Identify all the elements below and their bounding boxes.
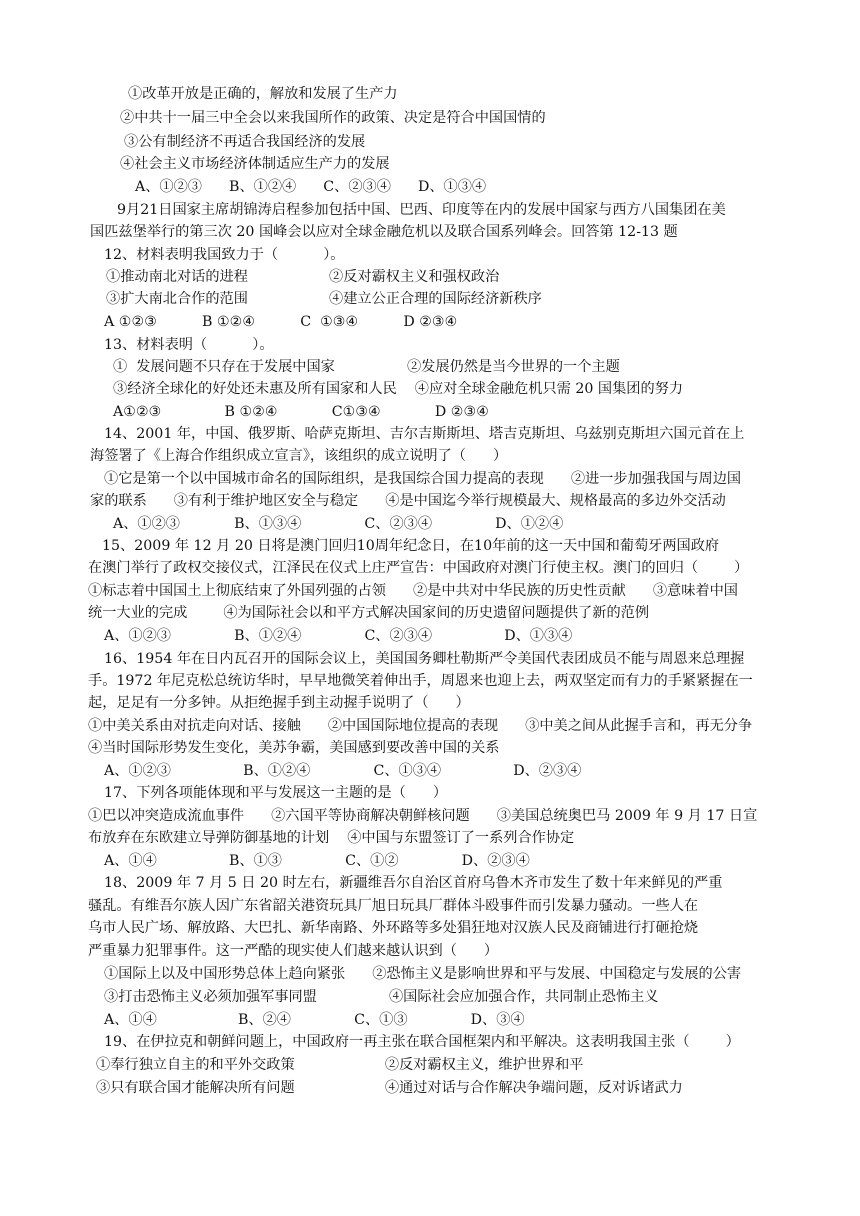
text-line: 严重暴力犯罪事件。这一严酷的现实使人们越来越认识到（ ）: [88, 943, 499, 959]
text-line: 手。1972 年尼克松总统访华时，早早地微笑着伸出手，周恩来也迎上去，两双坚定而有力的手紧紧握在一: [88, 673, 753, 689]
question-17: 17、下列各项能体现和平与发展这一主题的是（ ）: [104, 785, 448, 801]
text-line: 起，足足有一分多钟。从拒绝握手到主动握手说明了（ ）: [88, 695, 470, 711]
text-line: ③经济全球化的好处还未惠及所有国家和人民 ④应对全球金融危机只需 20 国集团的努力: [113, 381, 684, 397]
text-line: 国匹兹堡举行的第三次 20 国峰会以应对全球金融危机以及联合国系列峰会。回答第 12-13 题: [90, 224, 678, 240]
answer-choices: A、①②③ B、①③④ C、②③④ D、①②④: [113, 516, 564, 532]
text-line: 9月21日国家主席胡锦涛启程参加包括中国、巴西、印度等在内的发展中国家与西方八国集团在美: [117, 202, 726, 218]
text-line: ①巴以冲突造成流血事件 ②六国平等协商解决朝鲜核问题 ③美国总统奥巴马 2009 年 9 月 17 日宣: [88, 808, 758, 824]
answer-choices: A、①②③ B、①②④ C、②③④ D、①③④: [135, 179, 487, 195]
text-line: ④社会主义市场经济体制适应生产力的发展: [120, 156, 390, 172]
text-line: ②中共十一届三中全会以来我国所作的政策、决定是符合中国国情的: [120, 110, 546, 126]
question-15: 15、2009 年 12 月 20 日将是澳门回归10周年纪念日，在10年前的这一天中国和葡萄牙两国政府: [102, 538, 720, 554]
text-line: ③打击恐怖主义必须加强军事同盟 ④国际社会应加强合作，共同制止恐怖主义: [104, 989, 659, 1005]
question-19: 19、在伊拉克和朝鲜问题上，中国政府一再主张在联合国框架内和平解决。这表明我国主张（ ）: [104, 1034, 740, 1050]
text-line: ①标志着中国国土上彻底结束了外国列强的占领 ②是中共对中华民族的历史性贡献 ③意味着中国: [88, 583, 738, 599]
text-line: ④当时国际形势发生变化，美苏争霸，美国感到要改善中国的关系: [88, 740, 500, 756]
text-line: 统一大业的完成 ④为国际社会以和平方式解决国家间的历史遗留问题提供了新的范例: [88, 605, 650, 621]
text-line: 在澳门举行了政权交接仪式，江泽民在仪式上庄严宣告：中国政府对澳门行使主权。澳门的回归（ ）: [88, 560, 749, 576]
answer-choices: A、①②③ B、①②④ C、②③④ D、①③④: [104, 628, 573, 644]
text-line: ①推动南北对话的进程 ②反对霸权主义和强权政治: [106, 269, 500, 285]
question-14: 14、2001 年，中国、俄罗斯、哈萨克斯坦、吉尔吉斯斯坦、塔吉克斯坦、乌兹别克斯坦六国元首在上: [104, 426, 745, 442]
text-line: ③公有制经济不再适合我国经济的发展: [124, 134, 366, 150]
question-13: 13、材料表明（ ）。: [104, 337, 274, 353]
answer-choices: A、①④ B、①③ C、①② D、②③④: [104, 853, 530, 869]
text-line: ①中美关系由对抗走向对话、接触 ②中国国际地位提高的表现 ③中美之间从此握手言和，再无分争: [88, 718, 753, 734]
text-line: ①奉行独立自主的和平外交政策 ②反对霸权主义，维护世界和平: [96, 1057, 584, 1073]
text-line: 布放弃在东欧建立导弹防御基地的计划 ④中国与东盟签订了一系列合作协定: [88, 830, 575, 846]
text-line: 海签署了《上海合作组织成立宣言》，该组织的成立说明了（ ）: [90, 448, 508, 464]
answer-choices: A ①②③ B ①②④ C ①③④ D ②③④: [104, 314, 458, 330]
text-line: 家的联系 ③有利于维护地区安全与稳定 ④是中国迄今举行规模最大、规格最高的多边外交活动: [90, 493, 726, 509]
question-16: 16、1954 年在日内瓦召开的国际会议上，美国国务卿杜勒斯严令美国代表团成员不能与周恩来总理握: [104, 651, 745, 667]
text-line: ③扩大南北合作的范围 ④建立公正合理的国际经济新秩序: [106, 291, 542, 307]
question-18: 18、2009 年 7 月 5 日 20 时左右，新疆维吾尔自治区首府乌鲁木齐市发生了数十年来鲜见的严重: [104, 875, 723, 891]
answer-choices: A、①④ B、②④ C、①③ D、③④: [104, 1012, 525, 1028]
question-12: 12、材料表明我国致力于（ ）。: [104, 247, 345, 263]
text-line: ①改革开放是正确的，解放和发展了生产力: [128, 86, 398, 102]
text-line: 骚乱。有维吾尔族人因广东省韶关港资玩具厂旭日玩具厂群体斗殴事件而引发暴力骚动。一些人在: [88, 898, 699, 914]
answer-choices: A、①②③ B、①②④ C、①③④ D、②③④: [104, 763, 582, 779]
text-line: 乌市人民广场、解放路、大巴扎、新华南路、外环路等多处猖狂地对汉族人民及商铺进行打砸抢烧: [88, 920, 699, 936]
answer-choices: A①②③ B ①②④ C①③④ D ②③④: [113, 404, 489, 420]
text-line: ① 发展问题不只存在于发展中国家 ②发展仍然是当今世界的一个主题: [113, 359, 620, 375]
text-line: ①国际上以及中国形势总体上趋向紧张 ②恐怖主义是影响世界和平与发展、中国稳定与发展的公害: [104, 966, 742, 982]
text-line: ①它是第一个以中国城市命名的国际组织，是我国综合国力提高的表现 ②进一步加强我国与周边国: [104, 471, 742, 487]
text-line: ③只有联合国才能解决所有问题 ④通过对话与合作解决争端问题，反对诉诸武力: [96, 1080, 683, 1096]
